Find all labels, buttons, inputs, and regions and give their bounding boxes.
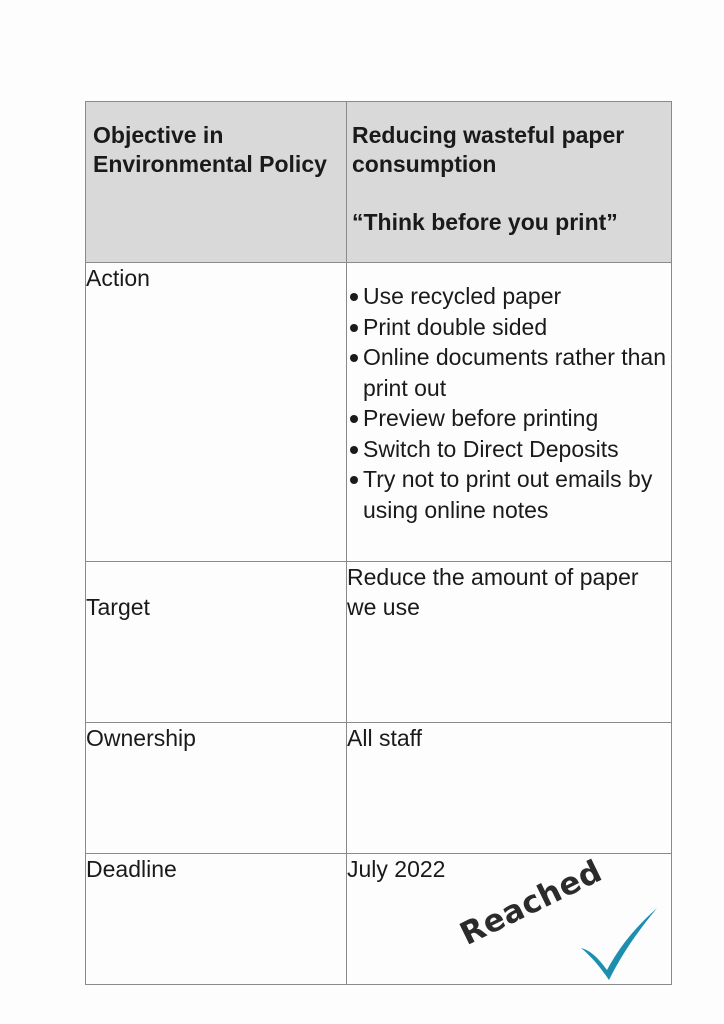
- action-item: Switch to Direct Deposits: [347, 434, 671, 465]
- action-item: Print double sided: [347, 312, 671, 343]
- ownership-value: All staff: [347, 723, 672, 854]
- action-list: [347, 281, 671, 525]
- reached-label: Reached: [454, 853, 608, 953]
- deadline-label: Deadline: [86, 854, 347, 985]
- deadline-value: July 2022: [347, 856, 446, 882]
- action-item: Use recycled paper: [347, 281, 671, 312]
- action-row: [86, 263, 672, 562]
- action-item: Preview before printing: [347, 403, 671, 434]
- target-value: Reduce the amount of paper we use: [347, 562, 672, 723]
- policy-table: [85, 101, 672, 985]
- action-item: Online documents rather than print out: [347, 342, 671, 403]
- action-label: Action: [86, 263, 347, 562]
- target-label: Target: [86, 562, 347, 723]
- ownership-row: [86, 723, 672, 854]
- action-item: Try not to print out emails by using online notes: [347, 464, 671, 525]
- slogan: “Think before you print”: [352, 209, 618, 235]
- deadline-cell: [347, 854, 672, 985]
- action-cell: [347, 263, 672, 562]
- header-row: [86, 102, 672, 263]
- reached-stamp: [454, 853, 665, 994]
- checkmark-stroke: [581, 908, 657, 980]
- objective-label: Objective in Environmental Policy: [86, 102, 347, 263]
- checkmark-icon: [577, 904, 661, 984]
- objective-value: Reducing wasteful paper consumption: [352, 122, 625, 177]
- target-row: [86, 562, 672, 723]
- ownership-label: Ownership: [86, 723, 347, 854]
- objective-cell: [347, 102, 672, 263]
- deadline-row: [86, 854, 672, 985]
